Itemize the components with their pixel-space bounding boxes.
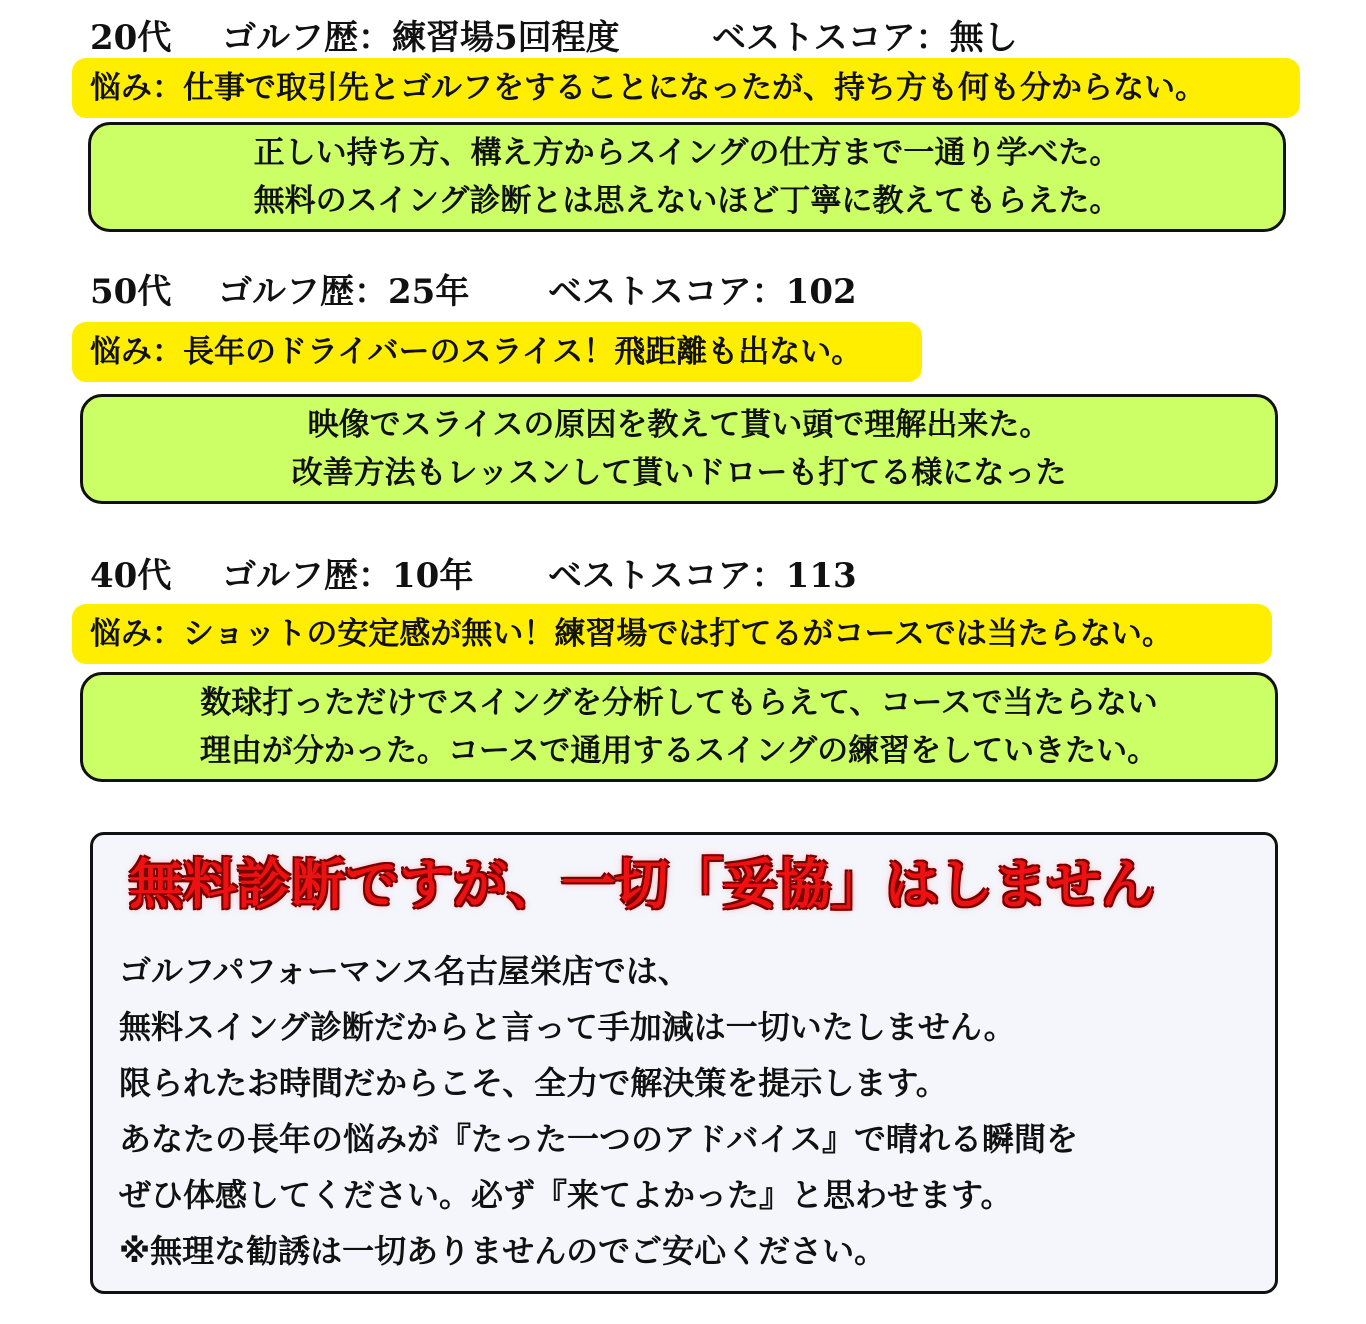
profile-3 xyxy=(90,556,857,596)
answer-box-3 xyxy=(80,672,1278,782)
answer-line: 無料のスイング診断とは思えないほど丁寧に教えてもらえた。 xyxy=(253,183,1121,219)
profile-golf-history: ゴルフ歴：10年 xyxy=(222,556,474,596)
worry-banner-2: 悩み：長年のドライバーのスライス！飛距離も出ない。 xyxy=(72,322,922,382)
profile-best-score: ベストスコア：102 xyxy=(548,272,857,312)
promise-box xyxy=(90,832,1278,1294)
worry-banner-3: 悩み：ショットの安定感が無い！練習場では打てるがコースでは当たらない。 xyxy=(72,604,1272,664)
profile-1 xyxy=(90,18,1018,58)
promise-line: ぜひ体感してください。必ず『来てよかった』と思わせます。 xyxy=(119,1176,1013,1214)
promise-line: 無料スイング診断だからと言って手加減は一切いたしません。 xyxy=(119,1008,1016,1046)
profile-best-score: ベストスコア：無し xyxy=(712,18,1018,58)
profile-age: 50代 xyxy=(90,272,172,312)
profile-2 xyxy=(90,272,857,312)
profile-best-score: ベストスコア：113 xyxy=(548,556,857,596)
answer-line: 映像でスライスの原因を教えて貰い頭で理解出来た。 xyxy=(307,407,1051,443)
answer-line: 改善方法もレッスンして貰いドローも打てる様になった xyxy=(291,455,1067,491)
promise-line: あなたの長年の悩みが『たった一つのアドバイス』で晴れる瞬間を xyxy=(119,1120,1079,1158)
worry-banner-1: 悩み：仕事で取引先とゴルフをすることになったが、持ち方も何も分からない。 xyxy=(72,58,1300,118)
answer-line: 正しい持ち方、構え方からスイングの仕方まで一通り学べた。 xyxy=(253,135,1121,171)
promise-line: ゴルフパフォーマンス名古屋栄店では、 xyxy=(119,952,690,990)
profile-golf-history: ゴルフ歴：練習場5回程度 xyxy=(222,18,620,58)
answer-box-1 xyxy=(88,122,1286,232)
promise-title: 無料診断ですが、一切「妥協」はしません xyxy=(129,853,1155,916)
promise-line: 限られたお時間だからこそ、全力で解決策を提示します。 xyxy=(119,1064,948,1102)
promise-line: ※無理な勧誘は一切ありませんのでご安心ください。 xyxy=(119,1232,887,1270)
profile-age: 40代 xyxy=(90,556,172,596)
promise-body xyxy=(119,943,1259,1279)
answer-line: 理由が分かった。コースで通用するスイングの練習をしていきたい。 xyxy=(199,733,1159,769)
profile-golf-history: ゴルフ歴：25年 xyxy=(218,272,470,312)
profile-age: 20代 xyxy=(90,18,172,58)
answer-line: 数球打っただけでスイングを分析してもらえて、コースで当たらない xyxy=(200,685,1158,721)
answer-box-2 xyxy=(80,394,1278,504)
